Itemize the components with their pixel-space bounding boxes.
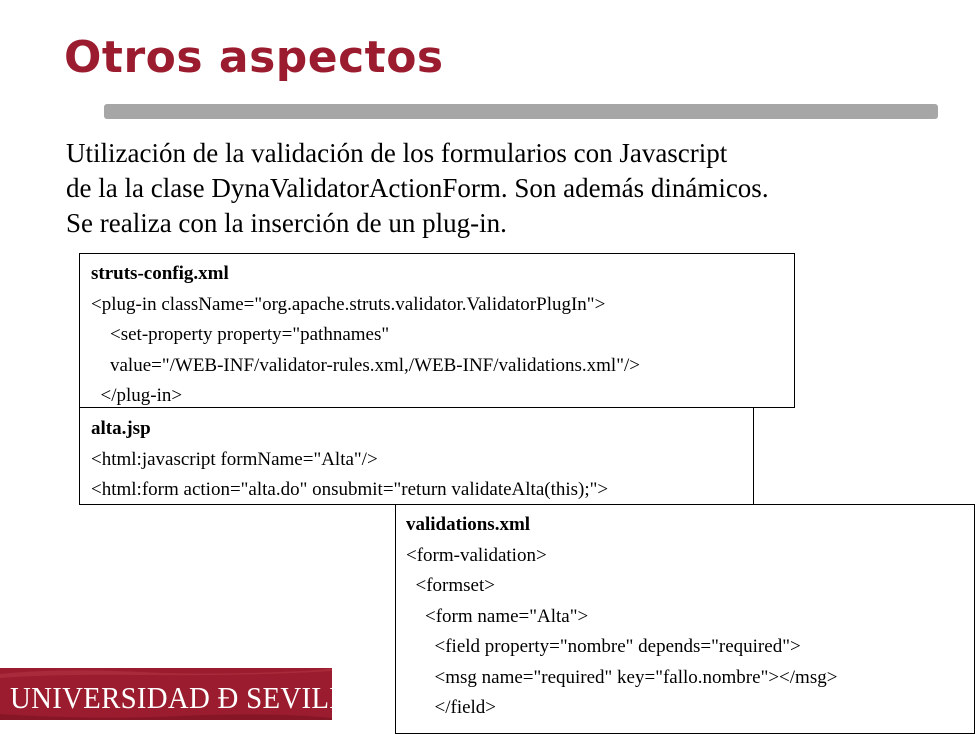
code-line: </plug-in> — [91, 385, 183, 406]
alta-jsp-box — [79, 407, 754, 505]
university-logo-text: UNIVERSIDAD Ð SEVILLA — [10, 680, 369, 715]
validations-xml-box — [395, 504, 975, 734]
code-line: <form name="Alta"> — [406, 605, 589, 627]
university-logo — [0, 668, 369, 720]
code-line: <html:form action="alta.do" onsubmit="return validateAlta(this);"> — [91, 479, 609, 500]
code-line: <field property="nombre" depends="required"> — [406, 636, 801, 657]
intro-line: Se realiza con la inserción de un plug-in. — [66, 208, 507, 238]
intro-line: de la la clase DynaValidatorActionForm. Son además dinámicos. — [66, 173, 769, 203]
title-divider — [104, 104, 938, 119]
code-line: </field> — [406, 697, 497, 718]
code-line: <plug-in className="org.apache.struts.validator.ValidatorPlugIn"> — [91, 293, 606, 315]
struts-config-filename: struts-config.xml — [91, 263, 229, 284]
code-line: <html:javascript formName="Alta"/> — [91, 448, 378, 470]
validations-xml-filename: validations.xml — [406, 514, 531, 535]
struts-config-box — [79, 253, 795, 408]
slide-title: Otros aspectos — [64, 32, 444, 83]
intro-line: Utilización de la validación de los formularios con Javascript — [66, 138, 728, 168]
intro-text — [66, 136, 946, 241]
code-line: <set-property property="pathnames" — [91, 324, 390, 345]
code-line: <formset> — [406, 575, 495, 596]
alta-jsp-filename: alta.jsp — [91, 418, 151, 439]
code-line: value="/WEB-INF/validator-rules.xml,/WEB-INF/validations.xml"/> — [91, 354, 640, 376]
code-line: <msg name="required" key="fallo.nombre"></msg> — [406, 666, 838, 688]
code-line: <form-validation> — [406, 544, 547, 566]
